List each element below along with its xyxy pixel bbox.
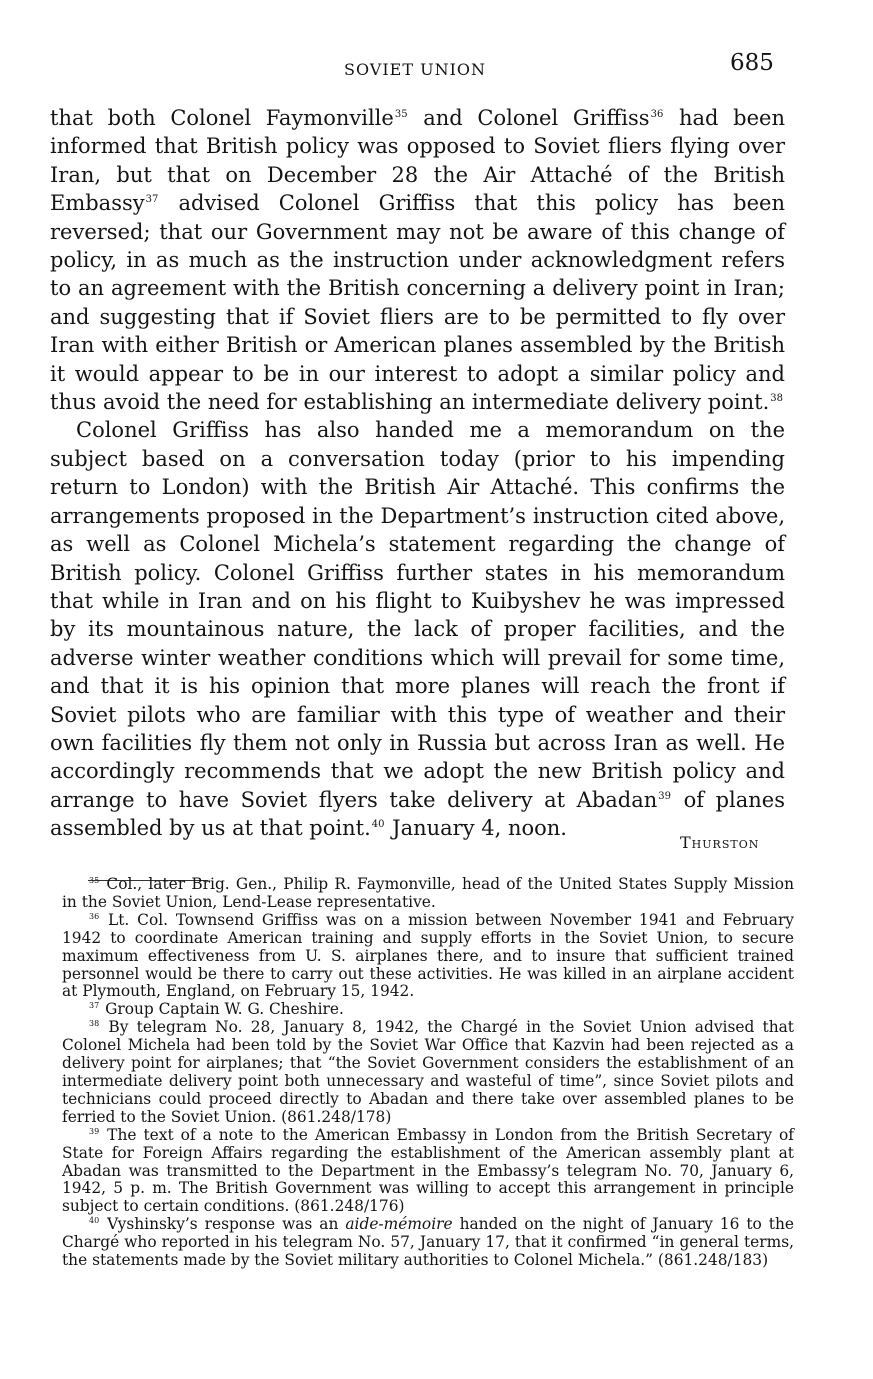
- footnote-text: Vyshinsky’s response was an: [100, 1215, 346, 1234]
- text-run: of planes assembled by us at that point.: [50, 787, 785, 841]
- paragraph-2: [50, 416, 785, 842]
- footnote-text: Group Captain W. G. Cheshire.: [100, 1000, 344, 1019]
- footnote-number: 38: [89, 1019, 100, 1029]
- text-run: advised Colonel Griffiss that this policy has been reversed; that our Government may not be aware of this change of policy, in as much as the instruction under acknowledgment refers to an agreement with the British concerning a delivery point in Iran; and suggesting that if Soviet fliers are to be permitted to fly over Iran with either British or American planes assembled by the British it would appear to be in our interest to adopt a similar policy and thus avoid the need for establishing an intermediate delivery point.: [50, 191, 785, 415]
- footnote-number: 36: [89, 911, 100, 921]
- footnote-text: Col., later Brig. Gen., Philip R. Faymonville, head of the United States Supply Mission in the Soviet Union, Lend-Lease representative.: [62, 875, 794, 911]
- text-run: Colonel Griffiss has also handed me a memorandum on the subject based on a conversation today (prior to his impending return to London) with the British Air Attaché. This confirms the arrangements proposed in the Department’s instruction cited above, as well as Colonel Michela’s statement regarding the change of British policy. Colonel Griffiss further states in his memorandum that while in Iran and on his flight to Kuibyshev he was impressed by its mountainous nature, the lack of proper facilities, and the adverse winter weather conditions which will prevail for some time, and that it is his opinion that more planes will reach the front if Soviet pilots who are familiar with this type of weather and their own facilities fly them not only in Russia but across Iran as well. He accordingly recommends that we adopt the new British policy and arrange to have Soviet flyers take delivery at Abadan: [50, 418, 785, 812]
- footnote-number: 40: [89, 1216, 100, 1226]
- footnote-39: [62, 1127, 794, 1217]
- footnote-text: Lt. Col. Townsend Griffiss was on a mission between November 1941 and February 1942 to coordinate American training and supply efforts in the Soviet Union, to secure maximum effectiveness from U. S. airplanes there, and to insure that sufficient trained personnel would be there to carry out these activities. He was killed in an airplane accident at Plymouth, England, on February 15, 1942.: [62, 910, 794, 1001]
- footnote-35: [62, 876, 794, 912]
- footnote-ref-40[interactable]: 40: [371, 819, 385, 831]
- footnote-36: [62, 912, 794, 1002]
- text-run: and Colonel Griffiss: [408, 106, 650, 130]
- text-run: January 4, noon.: [385, 816, 567, 841]
- footnote-text: By telegram No. 28, January 8, 1942, the Chargé in the Soviet Union advised that Colonel Michela had been told by the Soviet War Office that Kazvin had been rejected as a delivery point for airplanes; that “the Soviet Government considers the establishment of an intermediate delivery point both unnecessary and wasteful of time”, since Soviet pilots and technicians could proceed directly to Abadan and there take over assembled planes to be ferried to the Soviet Union. (861.248/178): [62, 1018, 794, 1126]
- footnote-text: handed on the night of January 16 to the Chargé who reported in his telegram No. 57, January 17, that it confirmed “in general terms, the statements made by the Soviet military authorities to Colonel Michela.” (861.248/183): [62, 1215, 794, 1270]
- footnote-text: The text of a note to the American Embassy in London from the British Secretary of State for Foreign Affairs regarding the establishment of the American assembly plant at Abadan was transmitted to the Department in the Embassy’s telegram No. 70, January 6, 1942, 5 p. m. The British Government was willing to accept this arrangement in principle subject to certain conditions. (861.248/176): [62, 1125, 794, 1216]
- footnotes: [62, 876, 794, 1270]
- footnote-ref-37[interactable]: 37: [145, 194, 159, 206]
- footnote-ref-39[interactable]: 39: [658, 790, 672, 802]
- text-run: that both Colonel Faymonville: [50, 106, 394, 130]
- footnote-ref-35[interactable]: 35: [394, 109, 408, 120]
- running-header: SOVIET UNION: [343, 60, 487, 79]
- main-text: [50, 104, 785, 843]
- signature: Thurston: [680, 833, 760, 852]
- footnote-number: 39: [89, 1126, 100, 1136]
- footnote-ref-36[interactable]: 36: [650, 109, 664, 120]
- footnote-ref-38[interactable]: 38: [770, 393, 783, 405]
- footnote-number: 37: [89, 1001, 100, 1011]
- footnote-40: [62, 1216, 794, 1270]
- footnote-37: [62, 1001, 794, 1019]
- footnote-number: 35: [89, 876, 100, 885]
- page-number: 685: [730, 50, 774, 76]
- footnote-italic-term: aide-mémoire: [345, 1215, 453, 1234]
- paragraph-1: [50, 104, 785, 416]
- text-run: had been informed that British policy was opposed to Soviet fliers flying over Iran, but that on December 28 the Air Attaché of the British Embassy: [50, 106, 785, 216]
- footnote-38: [62, 1019, 794, 1126]
